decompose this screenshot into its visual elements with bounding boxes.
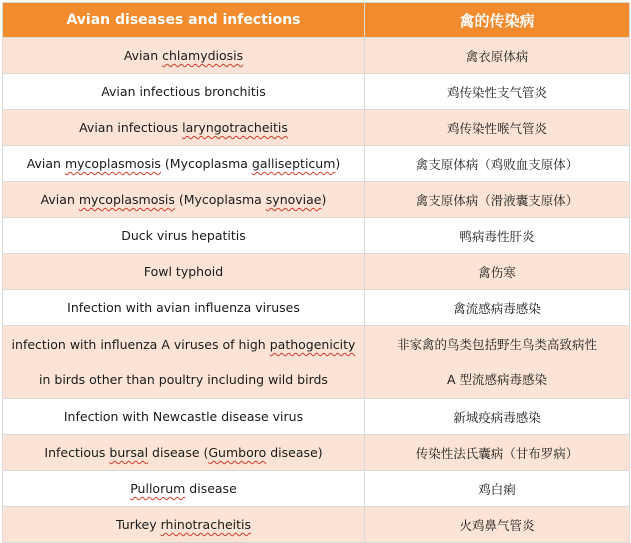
- text: (Mycoplasma: [160, 156, 252, 171]
- chinese-name: 传染性法氏囊病（甘布罗病）: [365, 435, 630, 471]
- english-name: [3, 290, 365, 326]
- english-name: [3, 74, 365, 110]
- english-name: [3, 182, 365, 218]
- table-row: [3, 254, 630, 290]
- chinese-name: 禽支原体病（滑液囊支原体）: [365, 182, 630, 218]
- chinese-name: 鸭病毒性肝炎: [365, 218, 630, 254]
- english-name: [3, 399, 365, 435]
- text: Turkey: [115, 517, 161, 532]
- chinese-name: 鸡白痢: [365, 471, 630, 507]
- chinese-name: 禽流感病毒感染: [365, 290, 630, 326]
- table-row: [3, 507, 630, 543]
- spellcheck-word: synoviae: [265, 192, 322, 207]
- english-name: [3, 471, 365, 507]
- english-name: [3, 326, 365, 399]
- spellcheck-word: Gumboro: [208, 445, 267, 460]
- text: disease (: [148, 445, 209, 460]
- chinese-name: 火鸡鼻气管炎: [365, 507, 630, 543]
- chinese-name: 禽支原体病（鸡败血支原体）: [365, 146, 630, 182]
- text: Avian: [26, 156, 65, 171]
- text: Avian infectious bronchitis: [101, 84, 266, 99]
- text: A 型流感病毒感染: [446, 372, 548, 387]
- chinese-name: 鸡传染性喉气管炎: [365, 110, 630, 146]
- chinese-name: 鸡传染性支气管炎: [365, 74, 630, 110]
- text: Infection with Newcastle disease virus: [63, 409, 304, 424]
- table-row: [3, 290, 630, 326]
- text: disease: [185, 481, 237, 496]
- table-row: [3, 471, 630, 507]
- text: in birds other than poultry including wild birds: [39, 372, 328, 387]
- english-name: [3, 38, 365, 74]
- text: Avian: [40, 192, 79, 207]
- spellcheck-word: bursal: [109, 445, 149, 460]
- chinese-name: [365, 326, 630, 399]
- table-row: [3, 110, 630, 146]
- table-row: [3, 435, 630, 471]
- text: Duck virus hepatitis: [121, 228, 246, 243]
- english-name: [3, 254, 365, 290]
- table-header-row: [3, 3, 630, 38]
- chinese-name: 禽伤寒: [365, 254, 630, 290]
- text: ): [335, 156, 341, 171]
- text: (Mycoplasma: [174, 192, 266, 207]
- table-row: [3, 326, 630, 399]
- spellcheck-word: pathogenicity: [269, 337, 356, 352]
- chinese-name: 新城疫病毒感染: [365, 399, 630, 435]
- text: 非家禽的鸟类包括野生鸟类高致病性: [396, 337, 597, 352]
- table-row: [3, 146, 630, 182]
- text: ): [321, 192, 327, 207]
- spellcheck-word: gallisepticum: [251, 156, 336, 171]
- disease-table: [2, 2, 630, 543]
- table-row: [3, 218, 630, 254]
- text: Avian infectious: [79, 120, 183, 135]
- chinese-name: 禽衣原体病: [365, 38, 630, 74]
- text: disease): [266, 445, 323, 460]
- spellcheck-word: mycoplasmosis: [64, 156, 161, 171]
- english-name: [3, 146, 365, 182]
- english-name: [3, 218, 365, 254]
- english-name: [3, 507, 365, 543]
- english-name: [3, 110, 365, 146]
- table-row: [3, 74, 630, 110]
- header-english: Avian diseases and infections: [3, 3, 365, 38]
- spellcheck-word: rhinotracheitis: [160, 517, 252, 532]
- text: Fowl typhoid: [143, 264, 224, 279]
- header-chinese: 禽的传染病: [365, 3, 630, 38]
- text: infection with influenza A viruses of high: [11, 337, 270, 352]
- table-row: [3, 399, 630, 435]
- spellcheck-word: mycoplasmosis: [78, 192, 175, 207]
- table-row: [3, 38, 630, 74]
- table-row: [3, 182, 630, 218]
- spellcheck-word: laryngotracheitis: [182, 120, 288, 135]
- spellcheck-word: chlamydiosis: [162, 48, 244, 63]
- text: Infection with avian influenza viruses: [67, 300, 300, 315]
- english-name: [3, 435, 365, 471]
- text: Avian: [123, 48, 163, 63]
- spellcheck-word: Pullorum: [130, 481, 186, 496]
- text: Infectious: [44, 445, 110, 460]
